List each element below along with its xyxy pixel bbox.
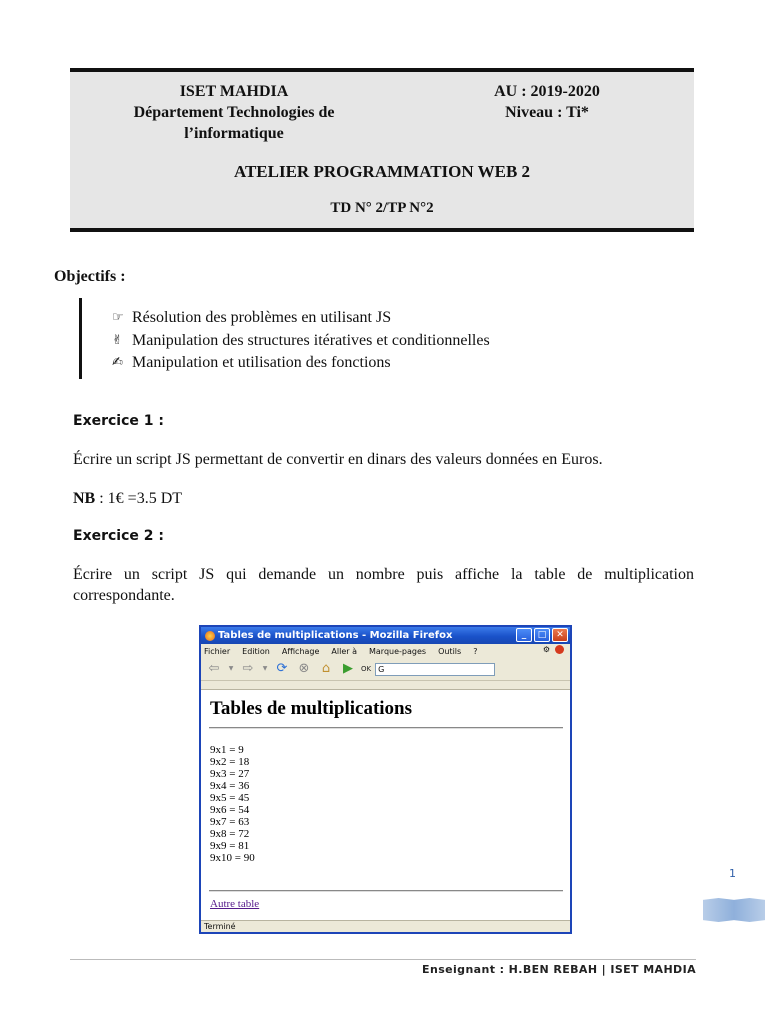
browser-menubar <box>201 644 570 658</box>
horizontal-rule <box>209 890 563 892</box>
browser-window-title: Tables de multiplications - Mozilla Firefox <box>218 630 453 641</box>
hand-point-icon: ☞ <box>112 310 124 325</box>
table-row: 9x3 = 27 <box>210 768 250 780</box>
school-name: ISET MAHDIA <box>179 83 289 100</box>
nb-text: : 1€ =3.5 DT <box>95 490 183 507</box>
table-row: 9x6 = 54 <box>210 804 250 816</box>
dropdown-arrow-icon: ▼ <box>262 665 268 672</box>
objectifs-heading: Objectifs : <box>54 268 126 285</box>
window-controls <box>516 628 568 642</box>
exercice-2-heading: Exercice 2 : <box>73 528 164 544</box>
menu-item-marque-pages: Marque-pages <box>369 646 427 656</box>
footer-text: Enseignant : H.BEN REBAH | ISET MAHDIA <box>422 963 696 976</box>
header-box <box>70 68 694 232</box>
dropdown-arrow-icon: ▼ <box>228 665 234 672</box>
reload-icon: ⟳ <box>276 661 288 676</box>
forward-arrow-icon: ⇨ <box>242 661 254 676</box>
objectif-text: Manipulation et utilisation des fonctions <box>132 354 391 371</box>
department-line-1: Département Technologies de <box>133 104 335 121</box>
exercice-1-heading: Exercice 1 : <box>73 413 164 429</box>
multiplication-table <box>210 744 255 864</box>
menu-item-outils: Outils <box>438 646 462 656</box>
level: Niveau : Ti* <box>505 104 589 121</box>
minimize-icon: _ <box>516 628 532 642</box>
menu-item-aller: Aller à <box>331 646 357 656</box>
menu-item-affichage: Affichage <box>281 646 320 656</box>
browser-page-content <box>201 690 570 910</box>
table-row: 9x1 = 9 <box>210 744 244 756</box>
horizontal-rule <box>209 727 563 729</box>
menu-item-help: ? <box>473 646 478 656</box>
browser-window-screenshot <box>199 625 572 934</box>
go-icon: ▶ <box>343 661 353 676</box>
writing-hand-icon: ✍ <box>112 355 123 370</box>
page-tab-decoration <box>703 898 765 922</box>
address-bar: G <box>375 663 495 676</box>
tab-strip <box>201 681 570 690</box>
footer-rule <box>70 959 696 960</box>
objectif-item <box>112 307 490 330</box>
page-number: 1 <box>729 867 736 880</box>
objectif-text: Résolution des problèmes en utilisant JS <box>132 309 392 326</box>
table-row: 9x7 = 63 <box>210 816 250 828</box>
course-info-block <box>456 81 638 123</box>
exercice-1-note <box>73 490 182 508</box>
table-row: 9x8 = 72 <box>210 828 250 840</box>
firefox-logo-icon <box>205 631 215 641</box>
document-subtitle: TD N° 2/TP N°2 <box>330 200 434 216</box>
menu-item-fichier: Fichier <box>204 646 231 656</box>
objectif-item <box>112 330 490 353</box>
department-line-2: l’informatique <box>184 125 284 142</box>
table-row: 9x9 = 81 <box>210 840 250 852</box>
objectifs-list <box>112 307 490 375</box>
go-label: OK <box>361 665 372 673</box>
nb-label: NB <box>73 490 96 507</box>
maximize-icon: □ <box>534 628 550 642</box>
exercice-2-text: Écrire un script JS qui demande un nombre puis affiche la table de multiplication correspondante. <box>73 566 694 604</box>
browser-toolbar <box>201 658 570 681</box>
victory-hand-icon: ✌ <box>112 332 123 348</box>
table-row: 9x4 = 36 <box>210 780 250 792</box>
stop-icon: ⊗ <box>298 661 310 676</box>
gear-icon: ⚙ <box>542 645 550 654</box>
menu-tools-group <box>543 645 564 654</box>
academic-year: AU : 2019-2020 <box>494 83 600 100</box>
objectifs-side-bar <box>79 298 82 379</box>
table-row: 9x2 = 18 <box>210 756 250 768</box>
browser-page-heading: Tables de multiplications <box>210 698 413 719</box>
close-icon: ✕ <box>552 628 568 642</box>
objectif-item <box>112 352 490 375</box>
stop-icon <box>555 645 564 654</box>
autre-table-link[interactable]: Autre table <box>210 898 260 910</box>
table-row: 9x10 = 90 <box>210 852 255 864</box>
browser-titlebar <box>201 627 570 644</box>
home-icon: ⌂ <box>321 661 331 676</box>
back-arrow-icon: ⇦ <box>208 661 220 676</box>
table-row: 9x5 = 45 <box>210 792 250 804</box>
institution-block <box>100 81 368 144</box>
menu-item-edition: Edition <box>242 646 270 656</box>
document-title: ATELIER PROGRAMMATION WEB 2 <box>233 162 531 181</box>
exercice-1-text: Écrire un script JS permettant de convertir en dinars des valeurs données en Euros. <box>73 451 603 468</box>
objectif-text: Manipulation des structures itératives et conditionnelles <box>132 331 490 349</box>
browser-status-bar: Terminé <box>201 920 570 932</box>
